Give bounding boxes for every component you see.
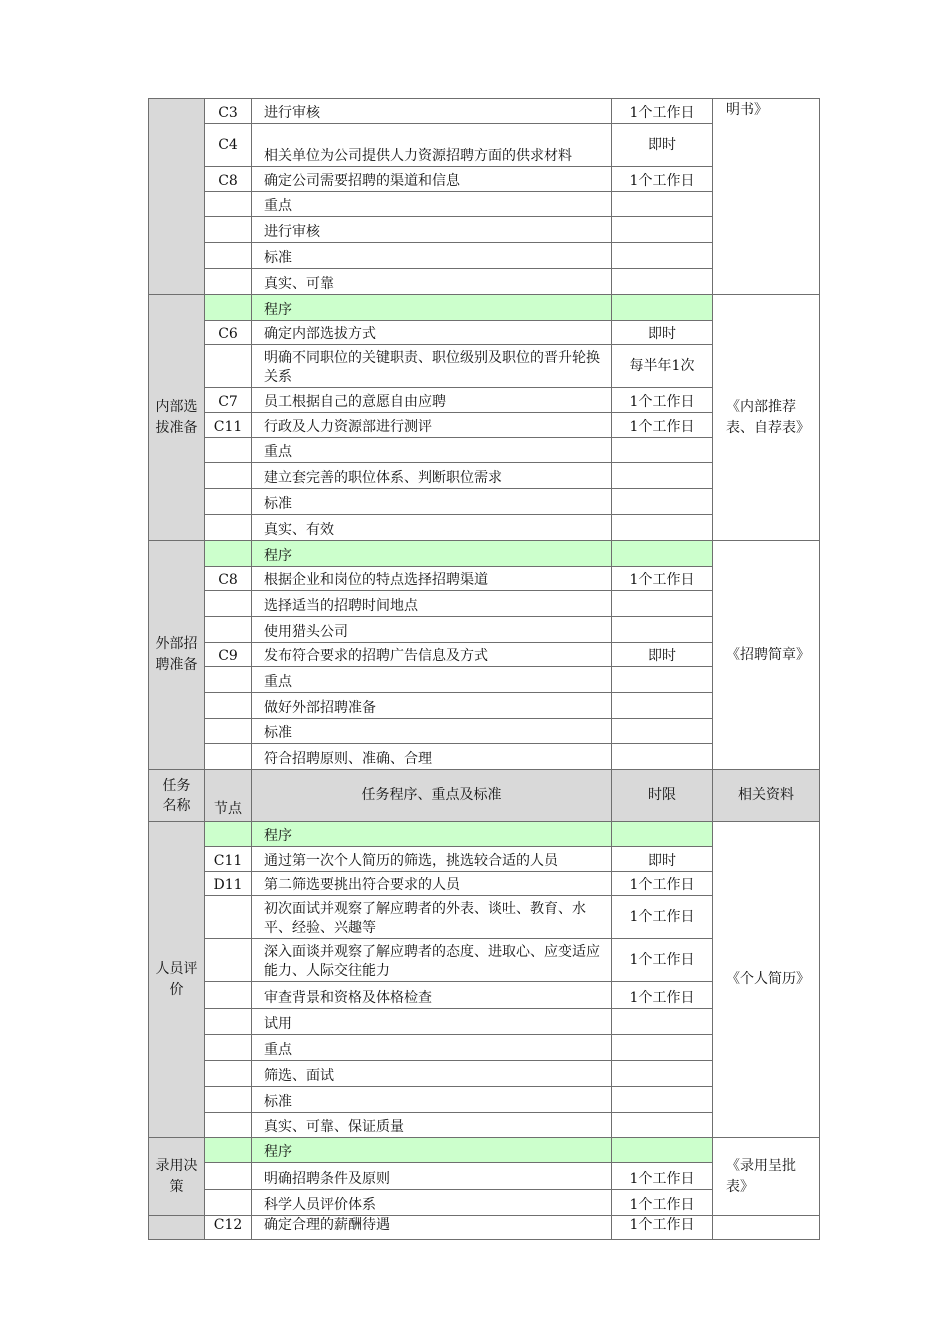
node-cell	[205, 1009, 252, 1035]
procedure-cell: 通过第一次个人简历的筛选，挑选较合适的人员	[252, 847, 612, 872]
deadline-cell: 1个工作日	[612, 896, 713, 939]
node-cell	[205, 463, 252, 489]
procedure-cell: 根据企业和岗位的特点选择招聘渠道	[252, 567, 612, 591]
resource-cell: 《个人简历》	[713, 822, 820, 1138]
node-cell	[205, 693, 252, 719]
deadline-cell	[612, 489, 713, 515]
procedure-cell: 初次面试并观察了解应聘者的外表、谈吐、教育、水平、经验、兴趣等	[252, 896, 612, 939]
deadline-cell	[612, 192, 713, 217]
node-cell: D11	[205, 872, 252, 896]
deadline-cell: 1个工作日	[612, 872, 713, 896]
procedure-cell: 第二筛选要挑出符合要求的人员	[252, 872, 612, 896]
procedure-cell: 做好外部招聘准备	[252, 693, 612, 719]
node-cell	[205, 541, 252, 567]
header-procedure: 任务程序、重点及标准	[252, 770, 612, 822]
task-name-cell	[149, 99, 205, 295]
node-cell: C7	[205, 388, 252, 413]
procedure-cell: 标准	[252, 1087, 612, 1113]
node-cell: C8	[205, 167, 252, 192]
procedure-cell: 确定公司需要招聘的渠道和信息	[252, 167, 612, 192]
deadline-cell	[612, 1009, 713, 1035]
procedure-heading-cell: 程序	[252, 295, 612, 321]
procedure-cell: 标准	[252, 489, 612, 515]
deadline-cell: 1个工作日	[612, 1190, 713, 1216]
procedure-cell: 行政及人力资源部进行测评	[252, 413, 612, 438]
deadline-cell	[612, 438, 713, 463]
procedure-heading-cell: 程序	[252, 541, 612, 567]
procedure-cell: 标准	[252, 719, 612, 744]
deadline-cell	[612, 617, 713, 643]
resource-cell: 《录用呈批表》	[713, 1138, 820, 1216]
node-cell	[205, 1035, 252, 1061]
node-cell: C9	[205, 643, 252, 667]
deadline-cell: 1个工作日	[612, 982, 713, 1009]
resource-cell	[713, 1216, 820, 1240]
procedure-cell: 明确招聘条件及原则	[252, 1163, 612, 1190]
deadline-cell	[612, 1035, 713, 1061]
procedure-cell: 确定内部选拔方式	[252, 321, 612, 345]
node-cell	[205, 243, 252, 269]
deadline-cell: 1个工作日	[612, 99, 713, 124]
procedure-cell: 符合招聘原则、准确、合理	[252, 744, 612, 770]
task-name-cell: 人员评价	[149, 822, 205, 1138]
deadline-cell: 即时	[612, 643, 713, 667]
procedure-cell: 审查背景和资格及体格检查	[252, 982, 612, 1009]
node-cell	[205, 744, 252, 770]
deadline-cell	[612, 1087, 713, 1113]
recruitment-process-table	[148, 98, 820, 1240]
deadline-cell	[612, 693, 713, 719]
procedure-cell: 重点	[252, 1035, 612, 1061]
deadline-cell: 每半年1次	[612, 345, 713, 388]
deadline-cell: 即时	[612, 847, 713, 872]
task-name-cell: 外部招聘准备	[149, 541, 205, 770]
node-cell	[205, 939, 252, 982]
deadline-cell	[612, 1113, 713, 1138]
node-cell	[205, 822, 252, 847]
procedure-cell: 标准	[252, 243, 612, 269]
node-cell	[205, 489, 252, 515]
procedure-cell: 深入面谈并观察了解应聘者的态度、进取心、应变适应能力、人际交往能力	[252, 939, 612, 982]
deadline-cell	[612, 1138, 713, 1163]
node-cell: C6	[205, 321, 252, 345]
procedure-cell: 明确不同职位的关键职责、职位级别及职位的晋升轮换关系	[252, 345, 612, 388]
procedure-cell: 发布符合要求的招聘广告信息及方式	[252, 643, 612, 667]
deadline-cell	[612, 515, 713, 541]
deadline-cell	[612, 217, 713, 243]
deadline-cell: 即时	[612, 321, 713, 345]
deadline-cell: 1个工作日	[612, 388, 713, 413]
node-cell	[205, 295, 252, 321]
task-name-cell: 录用决策	[149, 1138, 205, 1216]
node-cell: C4	[205, 124, 252, 167]
resource-cell: 《招聘简章》	[713, 541, 820, 770]
deadline-cell: 即时	[612, 124, 713, 167]
procedure-cell: 选择适当的招聘时间地点	[252, 591, 612, 617]
node-cell: C11	[205, 847, 252, 872]
node-cell	[205, 345, 252, 388]
deadline-cell: 1个工作日	[612, 167, 713, 192]
procedure-cell: 真实、有效	[252, 515, 612, 541]
task-name-cell	[149, 1216, 205, 1240]
resource-cell: 《内部推荐表、自荐表》	[713, 295, 820, 541]
header-resources: 相关资料	[713, 770, 820, 822]
header-deadline: 时限	[612, 770, 713, 822]
deadline-cell	[612, 744, 713, 770]
header-task-name: 任务名称	[149, 770, 205, 822]
node-cell	[205, 1087, 252, 1113]
procedure-cell: 重点	[252, 438, 612, 463]
resource-cell: 明书》	[713, 99, 820, 295]
task-name-cell: 内部选拔准备	[149, 295, 205, 541]
node-cell	[205, 515, 252, 541]
procedure-heading-cell: 程序	[252, 822, 612, 847]
node-cell	[205, 1163, 252, 1190]
deadline-cell	[612, 541, 713, 567]
procedure-cell: 重点	[252, 667, 612, 693]
deadline-cell	[612, 1061, 713, 1087]
procedure-cell: 建立套完善的职位体系、判断职位需求	[252, 463, 612, 489]
node-cell	[205, 1190, 252, 1216]
procedure-cell: 使用猎头公司	[252, 617, 612, 643]
deadline-cell: 1个工作日	[612, 1163, 713, 1190]
procedure-cell: 相关单位为公司提供人力资源招聘方面的供求材料	[252, 124, 612, 167]
procedure-cell: 进行审核	[252, 99, 612, 124]
deadline-cell	[612, 463, 713, 489]
node-cell	[205, 1061, 252, 1087]
deadline-cell: 1个工作日	[612, 567, 713, 591]
header-node: 节点	[205, 770, 252, 822]
node-cell	[205, 667, 252, 693]
procedure-cell: 重点	[252, 192, 612, 217]
node-cell: C8	[205, 567, 252, 591]
deadline-cell	[612, 295, 713, 321]
procedure-cell: 真实、可靠	[252, 269, 612, 295]
table-header-row	[149, 770, 820, 822]
deadline-cell	[612, 243, 713, 269]
node-cell	[205, 719, 252, 744]
procedure-cell: 员工根据自己的意愿自由应聘	[252, 388, 612, 413]
deadline-cell: 1个工作日	[612, 1216, 713, 1240]
node-cell	[205, 1138, 252, 1163]
deadline-cell: 1个工作日	[612, 413, 713, 438]
deadline-cell	[612, 667, 713, 693]
node-cell	[205, 438, 252, 463]
node-cell: C11	[205, 413, 252, 438]
deadline-cell	[612, 269, 713, 295]
procedure-cell: 科学人员评价体系	[252, 1190, 612, 1216]
node-cell: C12	[205, 1216, 252, 1240]
node-cell	[205, 591, 252, 617]
procedure-cell: 确定合理的薪酬待遇	[252, 1216, 612, 1240]
node-cell	[205, 217, 252, 243]
node-cell: C3	[205, 99, 252, 124]
node-cell	[205, 896, 252, 939]
node-cell	[205, 617, 252, 643]
deadline-cell	[612, 591, 713, 617]
procedure-cell: 进行审核	[252, 217, 612, 243]
procedure-cell: 筛选、面试	[252, 1061, 612, 1087]
node-cell	[205, 269, 252, 295]
deadline-cell: 1个工作日	[612, 939, 713, 982]
deadline-cell	[612, 822, 713, 847]
node-cell	[205, 192, 252, 217]
procedure-cell: 试用	[252, 1009, 612, 1035]
deadline-cell	[612, 719, 713, 744]
node-cell	[205, 982, 252, 1009]
node-cell	[205, 1113, 252, 1138]
procedure-cell: 真实、可靠、保证质量	[252, 1113, 612, 1138]
procedure-heading-cell: 程序	[252, 1138, 612, 1163]
